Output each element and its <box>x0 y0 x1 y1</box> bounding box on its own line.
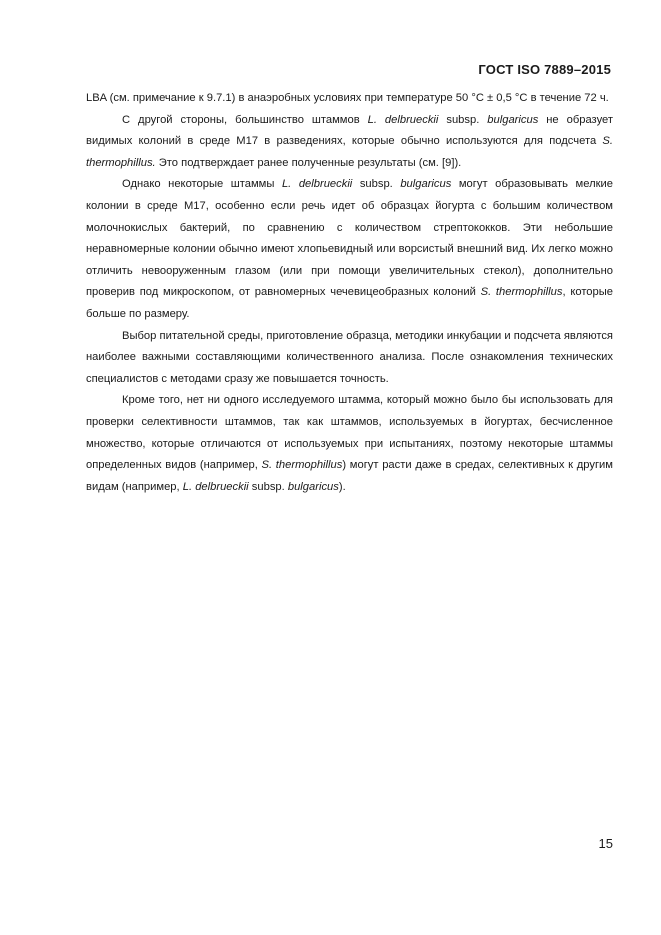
text-run: LBA (см. примечание к 9.7.1) в анаэробных условиях при температуре 50 °С ± 0,5 °С в течение 72 ч. <box>86 92 609 104</box>
text-run: Это подтверждает ранее полученные результаты (см. [9]). <box>155 156 462 169</box>
italic-term: L. delbrueckii <box>281 178 353 191</box>
paragraph-1 <box>86 88 613 110</box>
paragraph-4 <box>86 326 613 391</box>
text-run: Кроме того, нет ни одного исследуемого штамма, который можно было бы использовать для проверки селективности штаммов, так как штаммов, используемых в йогуртах, бесчисленное множество, которые отличаются от используемых при испытаниях, поэтому некоторые штаммы определенных видов (например, <box>86 394 613 472</box>
text-run: subsp. <box>352 178 401 191</box>
paragraph-3 <box>86 174 613 325</box>
text-run: С другой стороны, большинство штаммов <box>122 113 368 126</box>
text-run: не образует видимых колоний в среде М17 в разведениях, которые обычно используются для подсчета <box>86 113 614 148</box>
text-run: ). <box>338 480 346 493</box>
page-number: 15 <box>598 836 613 851</box>
paragraph-2 <box>86 110 613 175</box>
text-run: могут образовывать мелкие колонии в среде М17, особенно если речь идет об образцах йогурта с большим количеством молочнокислых бактерий, по сравнению с количеством стрептококков. Эти небольшие неравномерные колонии обычно имеют хлопьевидный или ворсистый внешний вид. Их легко можно отличить невооруженным глазом (или при помощи увеличительных стекол), дополнительно проверив под микроскопом, от равномерных чечевицеобразных колоний <box>86 178 613 299</box>
document-header: ГОСТ ISO 7889–2015 <box>478 62 611 77</box>
italic-term: L. delbrueckii <box>182 480 249 493</box>
italic-term: L. delbrueckii <box>367 113 439 126</box>
italic-term: S. thermophillus. <box>86 135 613 169</box>
text-run: ) могут расти даже в средах, селективных к другим видам (например, <box>86 459 613 493</box>
italic-term: S. thermophillus <box>480 286 563 299</box>
italic-term: bulgaricus <box>487 113 539 126</box>
text-run: subsp. <box>248 480 288 493</box>
paragraph-5 <box>86 390 613 498</box>
italic-term: bulgaricus <box>287 480 339 493</box>
text-run: , которые больше по размеру. <box>86 286 614 320</box>
text-run: Выбор питательной среды, приготовление образца, методики инкубации и подсчета являются наиболее важными составляющими количественного анализа. После ознакомления технических специалистов с методами сразу же повышается точность. <box>86 329 613 385</box>
italic-term: bulgaricus <box>400 178 452 191</box>
document-body <box>86 88 613 498</box>
text-run: subsp. <box>438 113 488 126</box>
italic-term: S. thermophillus <box>261 459 343 472</box>
text-run: Однако некоторые штаммы <box>122 178 282 191</box>
